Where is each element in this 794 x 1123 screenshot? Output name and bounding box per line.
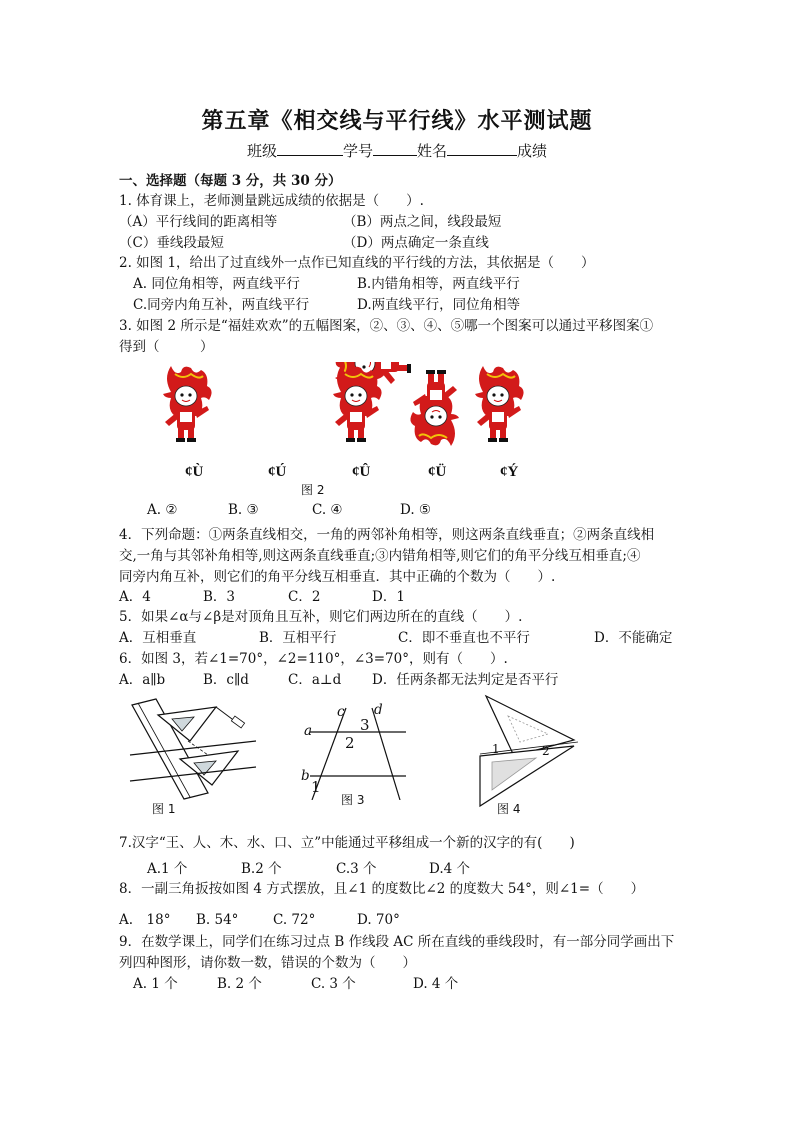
fig3-label-d: d — [374, 702, 383, 718]
section-heading: 一、选择题（每题 3 分，共 30 分） — [119, 173, 342, 189]
q1-option-a[interactable]: （A）平行线间的距离相等 — [119, 214, 278, 230]
q8-option-d[interactable]: D. 70° — [357, 912, 400, 928]
q3-option-a[interactable]: A. ② — [147, 502, 178, 518]
q2-option-b[interactable]: B.内错角相等，两直线平行 — [357, 276, 520, 292]
fig3-label-a: a — [304, 723, 313, 739]
q4-option-d[interactable]: D．1 — [372, 589, 405, 605]
fuwa-pattern-3 — [333, 366, 382, 442]
fig4-angle-1: 1 — [492, 742, 500, 756]
q7-option-b[interactable]: B.2 个 — [241, 861, 282, 877]
q6-option-c[interactable]: C．a⊥d — [288, 672, 342, 688]
q7-option-d[interactable]: D.4 个 — [429, 861, 471, 877]
q2-stem: 2. 如图 1，给出了过直线外一点作已知直线的平行线的方法，其依据是（ ） — [119, 255, 595, 271]
fig3-angle-3: 3 — [360, 716, 370, 734]
q9-option-a[interactable]: A. 1 个 — [133, 976, 178, 992]
name-label: 姓名 — [417, 142, 448, 160]
figure-2-caption: 图 2 — [301, 483, 325, 497]
q8-option-c[interactable]: C. 72° — [273, 912, 316, 928]
q1-option-c[interactable]: （C）垂线段最短 — [119, 235, 224, 251]
q9-option-b[interactable]: B. 2 个 — [217, 976, 262, 992]
q5-stem: 5．如果∠α与∠β是对顶角且互补，则它们两边所在的直线（ ）. — [119, 609, 523, 625]
id-field[interactable] — [373, 141, 417, 156]
fig4-angle-2: 2 — [542, 744, 550, 758]
q4-line1: 4．下列命题：①两条直线相交，一角的两邻补角相等，则这两条直线垂直；②两条直线相 — [119, 527, 655, 543]
q3-option-c[interactable]: C. ④ — [312, 502, 343, 518]
figure-1-caption: 图 1 — [152, 802, 176, 816]
q6-option-a[interactable]: A．a∥b — [119, 672, 166, 688]
q5-option-a[interactable]: A．互相垂直 — [119, 630, 197, 646]
fuwa-label-3: ¢Û — [352, 464, 371, 480]
q3-stem-line1: 3. 如图 2 所示是“福娃欢欢”的五幅图案，②、③、④、⑤哪一个图案可以通过平移图案① — [119, 318, 654, 334]
fuwa-pattern-1 — [163, 366, 212, 442]
q7-option-a[interactable]: A.1 个 — [147, 861, 188, 877]
q8-option-b[interactable]: B. 54° — [196, 912, 239, 928]
q2-option-d[interactable]: D.两直线平行，同位角相等 — [357, 297, 521, 313]
fuwa-figure-2 — [155, 362, 535, 452]
q9-option-c[interactable]: C. 3 个 — [311, 976, 356, 992]
q5-option-b[interactable]: B．互相平行 — [259, 630, 337, 646]
figure-4-caption: 图 4 — [497, 802, 521, 816]
q9-line2: 列四种图形，请你数一数，错误的个数为（ ） — [119, 955, 416, 971]
fuwa-pattern-5 — [475, 366, 524, 442]
q4-option-c[interactable]: C．2 — [288, 589, 321, 605]
q7-option-c[interactable]: C.3 个 — [336, 861, 377, 877]
fuwa-label-4: ¢Ü — [428, 464, 447, 480]
q2-option-c[interactable]: C.同旁内角互补，两直线平行 — [133, 297, 310, 313]
q4-option-a[interactable]: A．4 — [119, 589, 151, 605]
q7-stem: 7.汉字“王、人、木、水、口、立”中能通过平移组成一个新的汉字的有( ) — [119, 835, 575, 851]
id-label: 学号 — [342, 142, 373, 160]
q5-option-c[interactable]: C．即不垂直也不平行 — [398, 630, 530, 646]
q3-option-b[interactable]: B. ③ — [228, 502, 259, 518]
score-label: 成绩 — [517, 142, 548, 160]
student-info-line — [0, 140, 794, 161]
fuwa-label-2: ¢Ú — [268, 464, 287, 480]
q3-option-d[interactable]: D. ⑤ — [400, 502, 432, 518]
figure-1-ruler-triangle — [128, 697, 258, 802]
q8-option-a[interactable]: A. 18° — [119, 912, 171, 928]
class-label: 班级 — [246, 142, 277, 160]
q5-option-d[interactable]: D．不能确定 — [594, 630, 673, 646]
fuwa-label-5: ¢Ý — [500, 464, 519, 480]
q8-stem: 8．一副三角扳按如图 4 方式摆放，且∠1 的度数比∠2 的度数大 54°，则∠1=（ ） — [119, 881, 645, 897]
q4-line3: 同旁内角互补，则它们的角平分线互相垂直．其中正确的个数为（ ）. — [119, 569, 556, 585]
q4-line2: 交,一角与其邻补角相等,则这两条直线垂直;③内错角相等,则它们的角平分线互相垂直;④ — [119, 548, 641, 564]
figure-3-caption: 图 3 — [341, 793, 365, 807]
q9-line1: 9．在数学课上，同学们在练习过点 B 作线段 AC 所在直线的垂线段时，有一部分同学画出下 — [119, 934, 675, 950]
q1-option-b[interactable]: （B）两点之间，线段最短 — [343, 214, 502, 230]
class-field[interactable] — [277, 141, 343, 156]
q2-option-a[interactable]: A. 同位角相等，两直线平行 — [133, 276, 300, 292]
fig3-angle-1: 1 — [311, 778, 321, 796]
fuwa-label-1: ¢Ù — [185, 464, 204, 480]
q9-option-d[interactable]: D. 4 个 — [413, 976, 459, 992]
fig3-label-c: c — [337, 704, 345, 720]
name-field[interactable] — [447, 141, 517, 156]
q6-option-b[interactable]: B．c∥d — [203, 672, 249, 688]
page-title: 第五章《相交线与平行线》水平测试题 — [201, 108, 593, 134]
q6-option-d[interactable]: D．任两条都无法判定是否平行 — [372, 672, 559, 688]
fuwa-pattern-4 — [410, 370, 459, 446]
q6-stem: 6．如图 3，若∠1=70°，∠2=110°，∠3=70°，则有（ ）. — [119, 651, 508, 667]
fig3-label-b: b — [301, 768, 310, 784]
q1-stem: 1. 体育课上，老师测量跳远成绩的依据是（ ）. — [119, 193, 424, 209]
q1-option-d[interactable]: （D）两点确定一条直线 — [343, 235, 489, 251]
q3-stem-line2: 得到（ ） — [119, 339, 214, 355]
fig3-angle-2: 2 — [345, 734, 355, 752]
q4-option-b[interactable]: B．3 — [203, 589, 236, 605]
